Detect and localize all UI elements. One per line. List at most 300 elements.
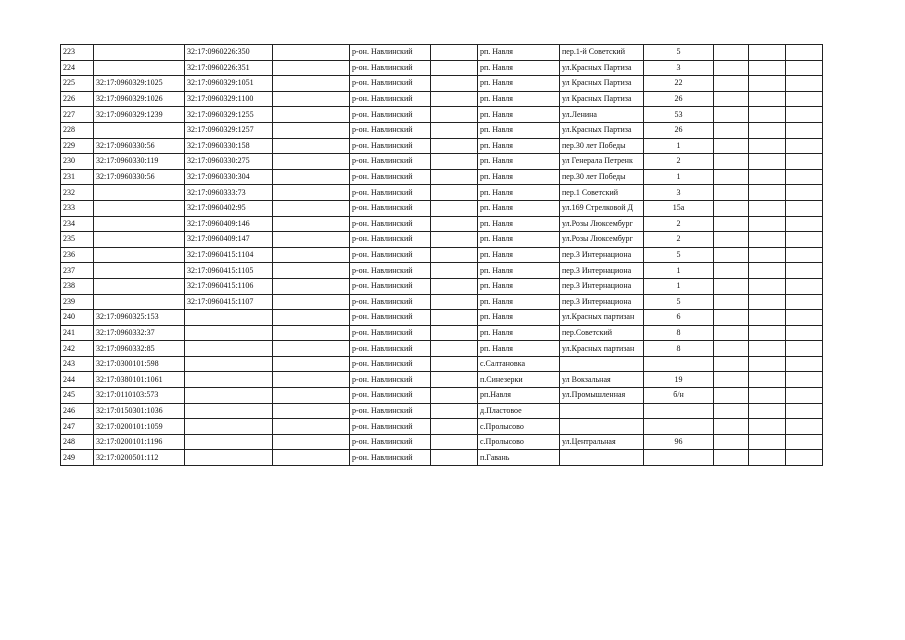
cadastral-number-cell bbox=[94, 45, 185, 61]
empty-cell-e bbox=[786, 91, 823, 107]
empty-cell-c bbox=[714, 60, 749, 76]
locality-cell: п.Гавань bbox=[478, 450, 560, 466]
empty-cell-b bbox=[431, 356, 478, 372]
house-number-cell: 1 bbox=[644, 263, 714, 279]
empty-cell-a bbox=[273, 60, 350, 76]
empty-cell-b bbox=[431, 403, 478, 419]
empty-cell-a bbox=[273, 310, 350, 326]
locality-cell: рп. Навля bbox=[478, 216, 560, 232]
empty-cell-d bbox=[749, 60, 786, 76]
empty-cell-e bbox=[786, 310, 823, 326]
street-cell: пер.1-й Советский bbox=[560, 45, 644, 61]
cadastral-number-cell: 32:17:0200101:1059 bbox=[94, 419, 185, 435]
empty-cell-c bbox=[714, 263, 749, 279]
house-number-cell bbox=[644, 403, 714, 419]
empty-cell-c bbox=[714, 310, 749, 326]
empty-cell-a bbox=[273, 122, 350, 138]
empty-cell-d bbox=[749, 372, 786, 388]
cadastral-number-cell bbox=[94, 60, 185, 76]
district-cell: р-он. Навлинский bbox=[350, 76, 431, 92]
empty-cell-c bbox=[714, 356, 749, 372]
district-cell: р-он. Навлинский bbox=[350, 91, 431, 107]
cadastral-number-cell: 32:17:0960330:56 bbox=[94, 138, 185, 154]
street-cell: ул.Красных Партиза bbox=[560, 122, 644, 138]
street-cell: ул Вокзальная bbox=[560, 372, 644, 388]
district-cell: р-он. Навлинский bbox=[350, 434, 431, 450]
empty-cell-e bbox=[786, 294, 823, 310]
empty-cell-a bbox=[273, 356, 350, 372]
street-cell: пер.3 Интернациона bbox=[560, 294, 644, 310]
district-cell: р-он. Навлинский bbox=[350, 154, 431, 170]
locality-cell: рп. Навля bbox=[478, 91, 560, 107]
empty-cell-d bbox=[749, 107, 786, 123]
empty-cell-c bbox=[714, 91, 749, 107]
row-number-cell: 231 bbox=[61, 169, 94, 185]
empty-cell-c bbox=[714, 388, 749, 404]
empty-cell-b bbox=[431, 60, 478, 76]
cadastral-number-2-cell: 32:17:0960415:1107 bbox=[185, 294, 273, 310]
empty-cell-c bbox=[714, 76, 749, 92]
house-number-cell: 2 bbox=[644, 154, 714, 170]
empty-cell-a bbox=[273, 216, 350, 232]
locality-cell: рп. Навля bbox=[478, 169, 560, 185]
cadastral-number-2-cell: 32:17:0960226:350 bbox=[185, 45, 273, 61]
cadastral-number-2-cell bbox=[185, 325, 273, 341]
row-number-cell: 241 bbox=[61, 325, 94, 341]
empty-cell-d bbox=[749, 263, 786, 279]
locality-cell: с.Салтановка bbox=[478, 356, 560, 372]
street-cell: ул.Розы Люксембург bbox=[560, 232, 644, 248]
locality-cell: рп. Навля bbox=[478, 138, 560, 154]
empty-cell-e bbox=[786, 325, 823, 341]
cadastral-number-cell: 32:17:0960330:56 bbox=[94, 169, 185, 185]
house-number-cell: 5 bbox=[644, 294, 714, 310]
district-cell: р-он. Навлинский bbox=[350, 341, 431, 357]
district-cell: р-он. Навлинский bbox=[350, 372, 431, 388]
cadastral-number-cell bbox=[94, 247, 185, 263]
district-cell: р-он. Навлинский bbox=[350, 310, 431, 326]
house-number-cell: 19 bbox=[644, 372, 714, 388]
empty-cell-d bbox=[749, 419, 786, 435]
cadastral-number-2-cell: 32:17:0960402:95 bbox=[185, 200, 273, 216]
empty-cell-b bbox=[431, 200, 478, 216]
empty-cell-b bbox=[431, 388, 478, 404]
empty-cell-a bbox=[273, 185, 350, 201]
empty-cell-a bbox=[273, 45, 350, 61]
district-cell: р-он. Навлинский bbox=[350, 185, 431, 201]
house-number-cell: 53 bbox=[644, 107, 714, 123]
empty-cell-e bbox=[786, 450, 823, 466]
empty-cell-b bbox=[431, 169, 478, 185]
house-number-cell: 96 bbox=[644, 434, 714, 450]
table-row bbox=[61, 450, 823, 466]
empty-cell-e bbox=[786, 138, 823, 154]
cadastral-number-cell: 32:17:0960332:37 bbox=[94, 325, 185, 341]
empty-cell-e bbox=[786, 122, 823, 138]
empty-cell-c bbox=[714, 200, 749, 216]
table-row bbox=[61, 403, 823, 419]
empty-cell-d bbox=[749, 45, 786, 61]
street-cell: ул.Красных партизан bbox=[560, 341, 644, 357]
row-number-cell: 232 bbox=[61, 185, 94, 201]
street-cell: ул.169 Стрелковой Д bbox=[560, 200, 644, 216]
street-cell bbox=[560, 403, 644, 419]
empty-cell-e bbox=[786, 216, 823, 232]
empty-cell-a bbox=[273, 247, 350, 263]
house-number-cell: 26 bbox=[644, 122, 714, 138]
locality-cell: п.Синезерки bbox=[478, 372, 560, 388]
district-cell: р-он. Навлинский bbox=[350, 138, 431, 154]
empty-cell-a bbox=[273, 325, 350, 341]
empty-cell-a bbox=[273, 107, 350, 123]
table-row bbox=[61, 278, 823, 294]
street-cell: пер.1 Советский bbox=[560, 185, 644, 201]
table-row bbox=[61, 45, 823, 61]
district-cell: р-он. Навлинский bbox=[350, 216, 431, 232]
cadastral-number-2-cell: 32:17:0960329:1051 bbox=[185, 76, 273, 92]
empty-cell-b bbox=[431, 91, 478, 107]
locality-cell: рп. Навля bbox=[478, 294, 560, 310]
cadastral-number-cell bbox=[94, 122, 185, 138]
cadastral-number-cell: 32:17:0960325:153 bbox=[94, 310, 185, 326]
cadastral-number-cell: 32:17:0200501:112 bbox=[94, 450, 185, 466]
district-cell: р-он. Навлинский bbox=[350, 247, 431, 263]
empty-cell-a bbox=[273, 278, 350, 294]
empty-cell-c bbox=[714, 216, 749, 232]
row-number-cell: 246 bbox=[61, 403, 94, 419]
table-row bbox=[61, 107, 823, 123]
empty-cell-c bbox=[714, 434, 749, 450]
locality-cell: рп. Навля bbox=[478, 263, 560, 279]
empty-cell-e bbox=[786, 247, 823, 263]
cadastral-number-2-cell bbox=[185, 434, 273, 450]
empty-cell-d bbox=[749, 216, 786, 232]
registry-table bbox=[60, 44, 823, 466]
cadastral-number-2-cell: 32:17:0960409:146 bbox=[185, 216, 273, 232]
cadastral-number-2-cell bbox=[185, 419, 273, 435]
cadastral-number-cell: 32:17:0150301:1036 bbox=[94, 403, 185, 419]
empty-cell-e bbox=[786, 356, 823, 372]
table-row bbox=[61, 91, 823, 107]
cadastral-number-2-cell: 32:17:0960330:158 bbox=[185, 138, 273, 154]
district-cell: р-он. Навлинский bbox=[350, 294, 431, 310]
street-cell: пер.3 Интернациона bbox=[560, 263, 644, 279]
table-row bbox=[61, 60, 823, 76]
street-cell: пер.30 лет Победы bbox=[560, 138, 644, 154]
row-number-cell: 230 bbox=[61, 154, 94, 170]
street-cell: ул.Розы Люксембург bbox=[560, 216, 644, 232]
cadastral-number-2-cell: 32:17:0960415:1104 bbox=[185, 247, 273, 263]
house-number-cell: 1 bbox=[644, 169, 714, 185]
empty-cell-b bbox=[431, 45, 478, 61]
empty-cell-b bbox=[431, 216, 478, 232]
empty-cell-a bbox=[273, 419, 350, 435]
locality-cell: рп. Навля bbox=[478, 122, 560, 138]
district-cell: р-он. Навлинский bbox=[350, 388, 431, 404]
district-cell: р-он. Навлинский bbox=[350, 60, 431, 76]
empty-cell-b bbox=[431, 325, 478, 341]
empty-cell-a bbox=[273, 388, 350, 404]
empty-cell-e bbox=[786, 372, 823, 388]
empty-cell-a bbox=[273, 434, 350, 450]
row-number-cell: 223 bbox=[61, 45, 94, 61]
empty-cell-d bbox=[749, 154, 786, 170]
empty-cell-a bbox=[273, 200, 350, 216]
cadastral-number-cell bbox=[94, 185, 185, 201]
row-number-cell: 233 bbox=[61, 200, 94, 216]
house-number-cell: 3 bbox=[644, 185, 714, 201]
empty-cell-b bbox=[431, 122, 478, 138]
table-row bbox=[61, 356, 823, 372]
cadastral-number-cell: 32:17:0960329:1026 bbox=[94, 91, 185, 107]
locality-cell: рп. Навля bbox=[478, 325, 560, 341]
empty-cell-e bbox=[786, 200, 823, 216]
empty-cell-d bbox=[749, 138, 786, 154]
street-cell: пер.3 Интернациона bbox=[560, 247, 644, 263]
street-cell: ул.Центральная bbox=[560, 434, 644, 450]
empty-cell-c bbox=[714, 154, 749, 170]
cadastral-number-cell bbox=[94, 216, 185, 232]
empty-cell-b bbox=[431, 247, 478, 263]
table-row bbox=[61, 325, 823, 341]
empty-cell-e bbox=[786, 45, 823, 61]
house-number-cell: 6 bbox=[644, 310, 714, 326]
street-cell: ул.Промышленная bbox=[560, 388, 644, 404]
empty-cell-c bbox=[714, 169, 749, 185]
empty-cell-c bbox=[714, 294, 749, 310]
empty-cell-d bbox=[749, 200, 786, 216]
table-row bbox=[61, 169, 823, 185]
district-cell: р-он. Навлинский bbox=[350, 122, 431, 138]
empty-cell-e bbox=[786, 232, 823, 248]
cadastral-number-2-cell bbox=[185, 450, 273, 466]
cadastral-number-cell bbox=[94, 294, 185, 310]
cadastral-number-cell: 32:17:0300101:598 bbox=[94, 356, 185, 372]
street-cell: ул Красных Партиза bbox=[560, 76, 644, 92]
empty-cell-c bbox=[714, 278, 749, 294]
district-cell: р-он. Навлинский bbox=[350, 107, 431, 123]
table-row bbox=[61, 294, 823, 310]
locality-cell: рп. Навля bbox=[478, 45, 560, 61]
street-cell bbox=[560, 356, 644, 372]
locality-cell: рп. Навля bbox=[478, 185, 560, 201]
cadastral-number-2-cell bbox=[185, 403, 273, 419]
locality-cell: рп. Навля bbox=[478, 60, 560, 76]
table-row bbox=[61, 76, 823, 92]
cadastral-number-2-cell: 32:17:0960330:275 bbox=[185, 154, 273, 170]
house-number-cell: 26 bbox=[644, 91, 714, 107]
cadastral-number-2-cell: 32:17:0960415:1105 bbox=[185, 263, 273, 279]
empty-cell-c bbox=[714, 341, 749, 357]
empty-cell-d bbox=[749, 294, 786, 310]
empty-cell-d bbox=[749, 388, 786, 404]
district-cell: р-он. Навлинский bbox=[350, 200, 431, 216]
house-number-cell: б/н bbox=[644, 388, 714, 404]
row-number-cell: 243 bbox=[61, 356, 94, 372]
empty-cell-e bbox=[786, 403, 823, 419]
table-row bbox=[61, 388, 823, 404]
street-cell: ул.Красных партизан bbox=[560, 310, 644, 326]
empty-cell-b bbox=[431, 138, 478, 154]
empty-cell-c bbox=[714, 107, 749, 123]
row-number-cell: 227 bbox=[61, 107, 94, 123]
district-cell: р-он. Навлинский bbox=[350, 45, 431, 61]
cadastral-number-2-cell: 32:17:0960415:1106 bbox=[185, 278, 273, 294]
cadastral-number-2-cell bbox=[185, 341, 273, 357]
empty-cell-c bbox=[714, 419, 749, 435]
empty-cell-c bbox=[714, 247, 749, 263]
locality-cell: с.Пролысово bbox=[478, 434, 560, 450]
empty-cell-b bbox=[431, 232, 478, 248]
empty-cell-b bbox=[431, 372, 478, 388]
row-number-cell: 247 bbox=[61, 419, 94, 435]
district-cell: р-он. Навлинский bbox=[350, 278, 431, 294]
house-number-cell: 8 bbox=[644, 325, 714, 341]
table-row bbox=[61, 434, 823, 450]
row-number-cell: 239 bbox=[61, 294, 94, 310]
empty-cell-c bbox=[714, 232, 749, 248]
table-row bbox=[61, 200, 823, 216]
empty-cell-a bbox=[273, 372, 350, 388]
table-row bbox=[61, 232, 823, 248]
empty-cell-d bbox=[749, 169, 786, 185]
empty-cell-d bbox=[749, 356, 786, 372]
table-row bbox=[61, 419, 823, 435]
empty-cell-b bbox=[431, 185, 478, 201]
cadastral-number-2-cell bbox=[185, 372, 273, 388]
table-row bbox=[61, 310, 823, 326]
empty-cell-b bbox=[431, 263, 478, 279]
table-row bbox=[61, 341, 823, 357]
empty-cell-e bbox=[786, 185, 823, 201]
cadastral-number-2-cell: 32:17:0960329:1255 bbox=[185, 107, 273, 123]
row-number-cell: 228 bbox=[61, 122, 94, 138]
cadastral-number-2-cell bbox=[185, 388, 273, 404]
empty-cell-c bbox=[714, 450, 749, 466]
locality-cell: рп. Навля bbox=[478, 341, 560, 357]
row-number-cell: 244 bbox=[61, 372, 94, 388]
empty-cell-b bbox=[431, 434, 478, 450]
empty-cell-c bbox=[714, 185, 749, 201]
street-cell: пер.30 лет Победы bbox=[560, 169, 644, 185]
empty-cell-d bbox=[749, 403, 786, 419]
row-number-cell: 235 bbox=[61, 232, 94, 248]
house-number-cell bbox=[644, 419, 714, 435]
empty-cell-d bbox=[749, 310, 786, 326]
cadastral-number-cell: 32:17:0960330:119 bbox=[94, 154, 185, 170]
empty-cell-a bbox=[273, 341, 350, 357]
cadastral-number-cell: 32:17:0380101:1061 bbox=[94, 372, 185, 388]
house-number-cell: 5 bbox=[644, 45, 714, 61]
row-number-cell: 237 bbox=[61, 263, 94, 279]
cadastral-number-2-cell: 32:17:0960226:351 bbox=[185, 60, 273, 76]
empty-cell-e bbox=[786, 263, 823, 279]
empty-cell-d bbox=[749, 185, 786, 201]
empty-cell-a bbox=[273, 450, 350, 466]
cadastral-number-cell bbox=[94, 232, 185, 248]
house-number-cell: 3 bbox=[644, 60, 714, 76]
empty-cell-e bbox=[786, 278, 823, 294]
row-number-cell: 248 bbox=[61, 434, 94, 450]
district-cell: р-он. Навлинский bbox=[350, 356, 431, 372]
house-number-cell: 5 bbox=[644, 247, 714, 263]
empty-cell-a bbox=[273, 403, 350, 419]
empty-cell-b bbox=[431, 76, 478, 92]
table-row bbox=[61, 154, 823, 170]
house-number-cell: 2 bbox=[644, 216, 714, 232]
locality-cell: рп. Навля bbox=[478, 278, 560, 294]
street-cell: ул Генерала Петренк bbox=[560, 154, 644, 170]
table-row bbox=[61, 185, 823, 201]
street-cell: пер.3 Интернациона bbox=[560, 278, 644, 294]
empty-cell-b bbox=[431, 419, 478, 435]
cadastral-number-cell: 32:17:0960329:1025 bbox=[94, 76, 185, 92]
cadastral-number-2-cell: 32:17:0960330:304 bbox=[185, 169, 273, 185]
cadastral-number-2-cell: 32:17:0960329:1100 bbox=[185, 91, 273, 107]
empty-cell-d bbox=[749, 247, 786, 263]
row-number-cell: 234 bbox=[61, 216, 94, 232]
house-number-cell bbox=[644, 450, 714, 466]
row-number-cell: 225 bbox=[61, 76, 94, 92]
street-cell: ул.Красных Партиза bbox=[560, 60, 644, 76]
empty-cell-d bbox=[749, 341, 786, 357]
empty-cell-d bbox=[749, 122, 786, 138]
empty-cell-c bbox=[714, 372, 749, 388]
cadastral-number-cell: 32:17:0110103:573 bbox=[94, 388, 185, 404]
district-cell: р-он. Навлинский bbox=[350, 169, 431, 185]
empty-cell-d bbox=[749, 434, 786, 450]
table-body bbox=[61, 45, 823, 466]
empty-cell-e bbox=[786, 341, 823, 357]
row-number-cell: 240 bbox=[61, 310, 94, 326]
locality-cell: рп. Навля bbox=[478, 107, 560, 123]
empty-cell-b bbox=[431, 278, 478, 294]
table-row bbox=[61, 122, 823, 138]
district-cell: р-он. Навлинский bbox=[350, 232, 431, 248]
empty-cell-e bbox=[786, 154, 823, 170]
cadastral-number-cell: 32:17:0960329:1239 bbox=[94, 107, 185, 123]
empty-cell-e bbox=[786, 169, 823, 185]
row-number-cell: 242 bbox=[61, 341, 94, 357]
empty-cell-b bbox=[431, 310, 478, 326]
street-cell bbox=[560, 450, 644, 466]
locality-cell: с.Пролысово bbox=[478, 419, 560, 435]
row-number-cell: 236 bbox=[61, 247, 94, 263]
cadastral-number-2-cell: 32:17:0960409:147 bbox=[185, 232, 273, 248]
district-cell: р-он. Навлинский bbox=[350, 450, 431, 466]
empty-cell-d bbox=[749, 450, 786, 466]
row-number-cell: 226 bbox=[61, 91, 94, 107]
empty-cell-d bbox=[749, 232, 786, 248]
table-row bbox=[61, 263, 823, 279]
street-cell: пер.Советский bbox=[560, 325, 644, 341]
empty-cell-d bbox=[749, 325, 786, 341]
empty-cell-a bbox=[273, 91, 350, 107]
cadastral-number-cell: 32:17:0960332:85 bbox=[94, 341, 185, 357]
street-cell bbox=[560, 419, 644, 435]
house-number-cell: 1 bbox=[644, 138, 714, 154]
cadastral-number-cell bbox=[94, 200, 185, 216]
cadastral-number-2-cell: 32:17:0960333:73 bbox=[185, 185, 273, 201]
empty-cell-b bbox=[431, 341, 478, 357]
cadastral-number-cell bbox=[94, 278, 185, 294]
cadastral-number-2-cell bbox=[185, 310, 273, 326]
table-row bbox=[61, 216, 823, 232]
empty-cell-c bbox=[714, 122, 749, 138]
locality-cell: рп. Навля bbox=[478, 154, 560, 170]
table-row bbox=[61, 372, 823, 388]
empty-cell-e bbox=[786, 107, 823, 123]
